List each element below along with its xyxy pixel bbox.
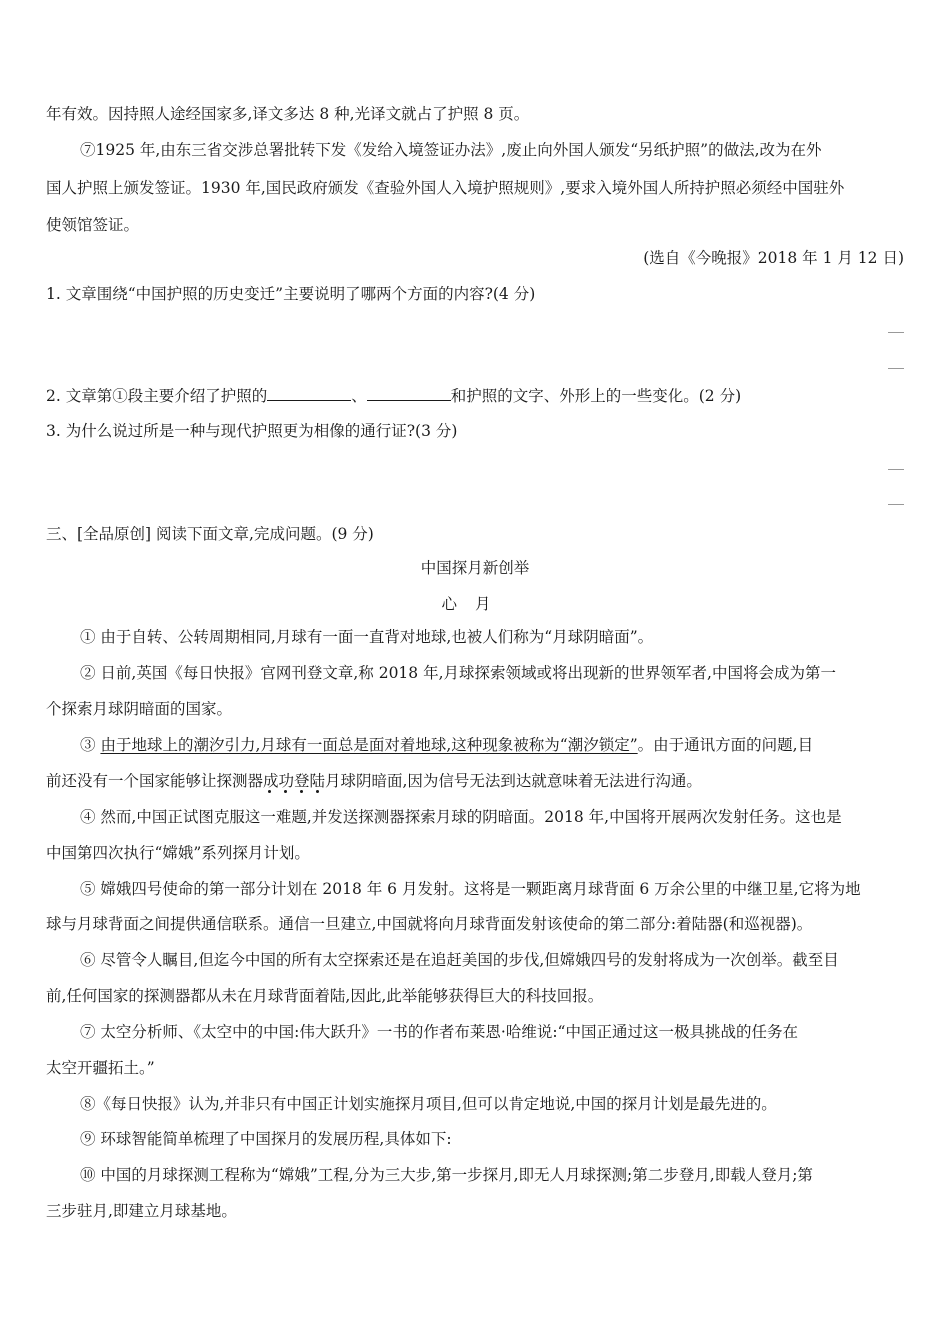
- underlined-sentence: 由于地球上的潮汐引力,月球有一面总是面对着地球,这种现象被称为“潮汐锁定”: [100, 736, 638, 754]
- paragraph-1: ① 由于自转、公转周期相同,月球有一面一直背对地球,也被人们称为“月球阴暗面”。: [80, 628, 654, 646]
- paragraph-3-number: ③: [80, 736, 101, 754]
- paragraph-7-line-1: ⑦ 太空分析师、《太空中的中国:伟大跃升》一书的作者布莱恩·哈维说:“中国正通过这一极具挑战的任务在: [80, 1023, 798, 1041]
- question-2: [46, 386, 906, 406]
- paragraph-10-line-2: 三步驻月,即建立月球基地。: [46, 1202, 237, 1220]
- paragraph-7-line-2: 国人护照上颁发签证。1930 年,国民政府颁发《查验外国人入境护照规则》,要求入境外国人所持护照必须经中国驻外: [46, 179, 845, 197]
- article-author: 心月: [441, 595, 509, 613]
- question-2-text: 2. 文章第①段主要介绍了护照的: [46, 387, 268, 405]
- paragraph-4-line-2: 中国第四次执行“嫦娥”系列探月计划。: [46, 844, 310, 862]
- paragraph-3-line-2: 前还没有一个国家能够让探测器成功登陆月球阴暗面,因为信号无法到达就意味着无法进行沟通。: [46, 772, 702, 790]
- paragraph-7-line-1: ⑦1925 年,由东三省交涉总署批转下发《发给入境签证办法》,废止向外国人颁发“另纸护照”的做法,改为在外: [80, 141, 822, 159]
- question-2-separator: 、: [351, 387, 367, 405]
- question-2-text-end: 和护照的文字、外形上的一些变化。(2 分): [450, 387, 742, 405]
- paragraph-7-line-3: 使领馆签证。: [46, 216, 140, 234]
- paragraph-3-line-1: [80, 735, 906, 755]
- paragraph-5-line-1: ⑤ 嫦娥四号使命的第一部分计划在 2018 年 6 月发射。这将是一颗距离月球背面 6 万余公里的中继卫星,它将为地: [80, 880, 861, 898]
- paragraph-6-line-2: 前,任何国家的探测器都从未在月球背面着陆,因此,此举能够获得巨大的科技回报。: [46, 987, 604, 1005]
- paragraph-2-line-1: ② 日前,英国《每日快报》官网刊登文章,称 2018 年,月球探索领域或将出现新的世界领军者,中国将会成为第一: [80, 664, 836, 682]
- paragraph-3-text: 。由于通讯方面的问题,目: [637, 736, 814, 754]
- paragraph-10-line-1: ⑩ 中国的月球探测工程称为“嫦娥”工程,分为三大步,第一步探月,即无人月球探测;第二步登月,即载人登月;第: [80, 1166, 813, 1184]
- answer-blank-2[interactable]: [367, 386, 451, 401]
- question-3: 3. 为什么说过所是一种与现代护照更为相像的通行证?(3 分): [46, 422, 458, 440]
- answer-line-mark: [888, 504, 904, 505]
- question-1: 1. 文章围绕“中国护照的历史变迁”主要说明了哪两个方面的内容?(4 分): [46, 285, 536, 303]
- answer-line-mark: [888, 469, 904, 470]
- paragraph-7-line-2: 太空开疆拓土。”: [46, 1059, 155, 1077]
- paragraph-9: ⑨ 环球智能简单梳理了中国探月的发展历程,具体如下:: [80, 1130, 452, 1148]
- paragraph-6-line-1: ⑥ 尽管令人瞩目,但迄今中国的所有太空探索还是在追赶美国的步伐,但嫦娥四号的发射将成为一次创举。截至目: [80, 951, 839, 969]
- paragraph-5-line-2: 球与月球背面之间提供通信联系。通信一旦建立,中国就将向月球背面发射该使命的第二部分:着陆器(和巡视器)。: [46, 915, 813, 933]
- source-citation: (选自《今晚报》2018 年 1 月 12 日): [643, 249, 904, 267]
- answer-blank-1[interactable]: [267, 386, 351, 401]
- paragraph-8: ⑧《每日快报》认为,并非只有中国正计划实施探月项目,但可以肯定地说,中国的探月计划是最先进的。: [80, 1095, 777, 1113]
- paragraph-4-line-1: ④ 然而,中国正试图克服这一难题,并发送探测器探索月球的阴暗面。2018 年,中国将开展两次发射任务。这也是: [80, 808, 842, 826]
- answer-line-mark: [888, 332, 904, 333]
- article-title: 中国探月新创举: [420, 559, 530, 577]
- paragraph-2-line-2: 个探索月球阴暗面的国家。: [46, 700, 233, 718]
- text-line: 年有效。因持照人途经国家多,译文多达 8 种,光译文就占了护照 8 页。: [46, 105, 530, 123]
- answer-line-mark: [888, 368, 904, 369]
- emphasis-dots: [268, 790, 328, 798]
- section-heading: 三、[全品原创] 阅读下面文章,完成问题。(9 分): [46, 525, 374, 543]
